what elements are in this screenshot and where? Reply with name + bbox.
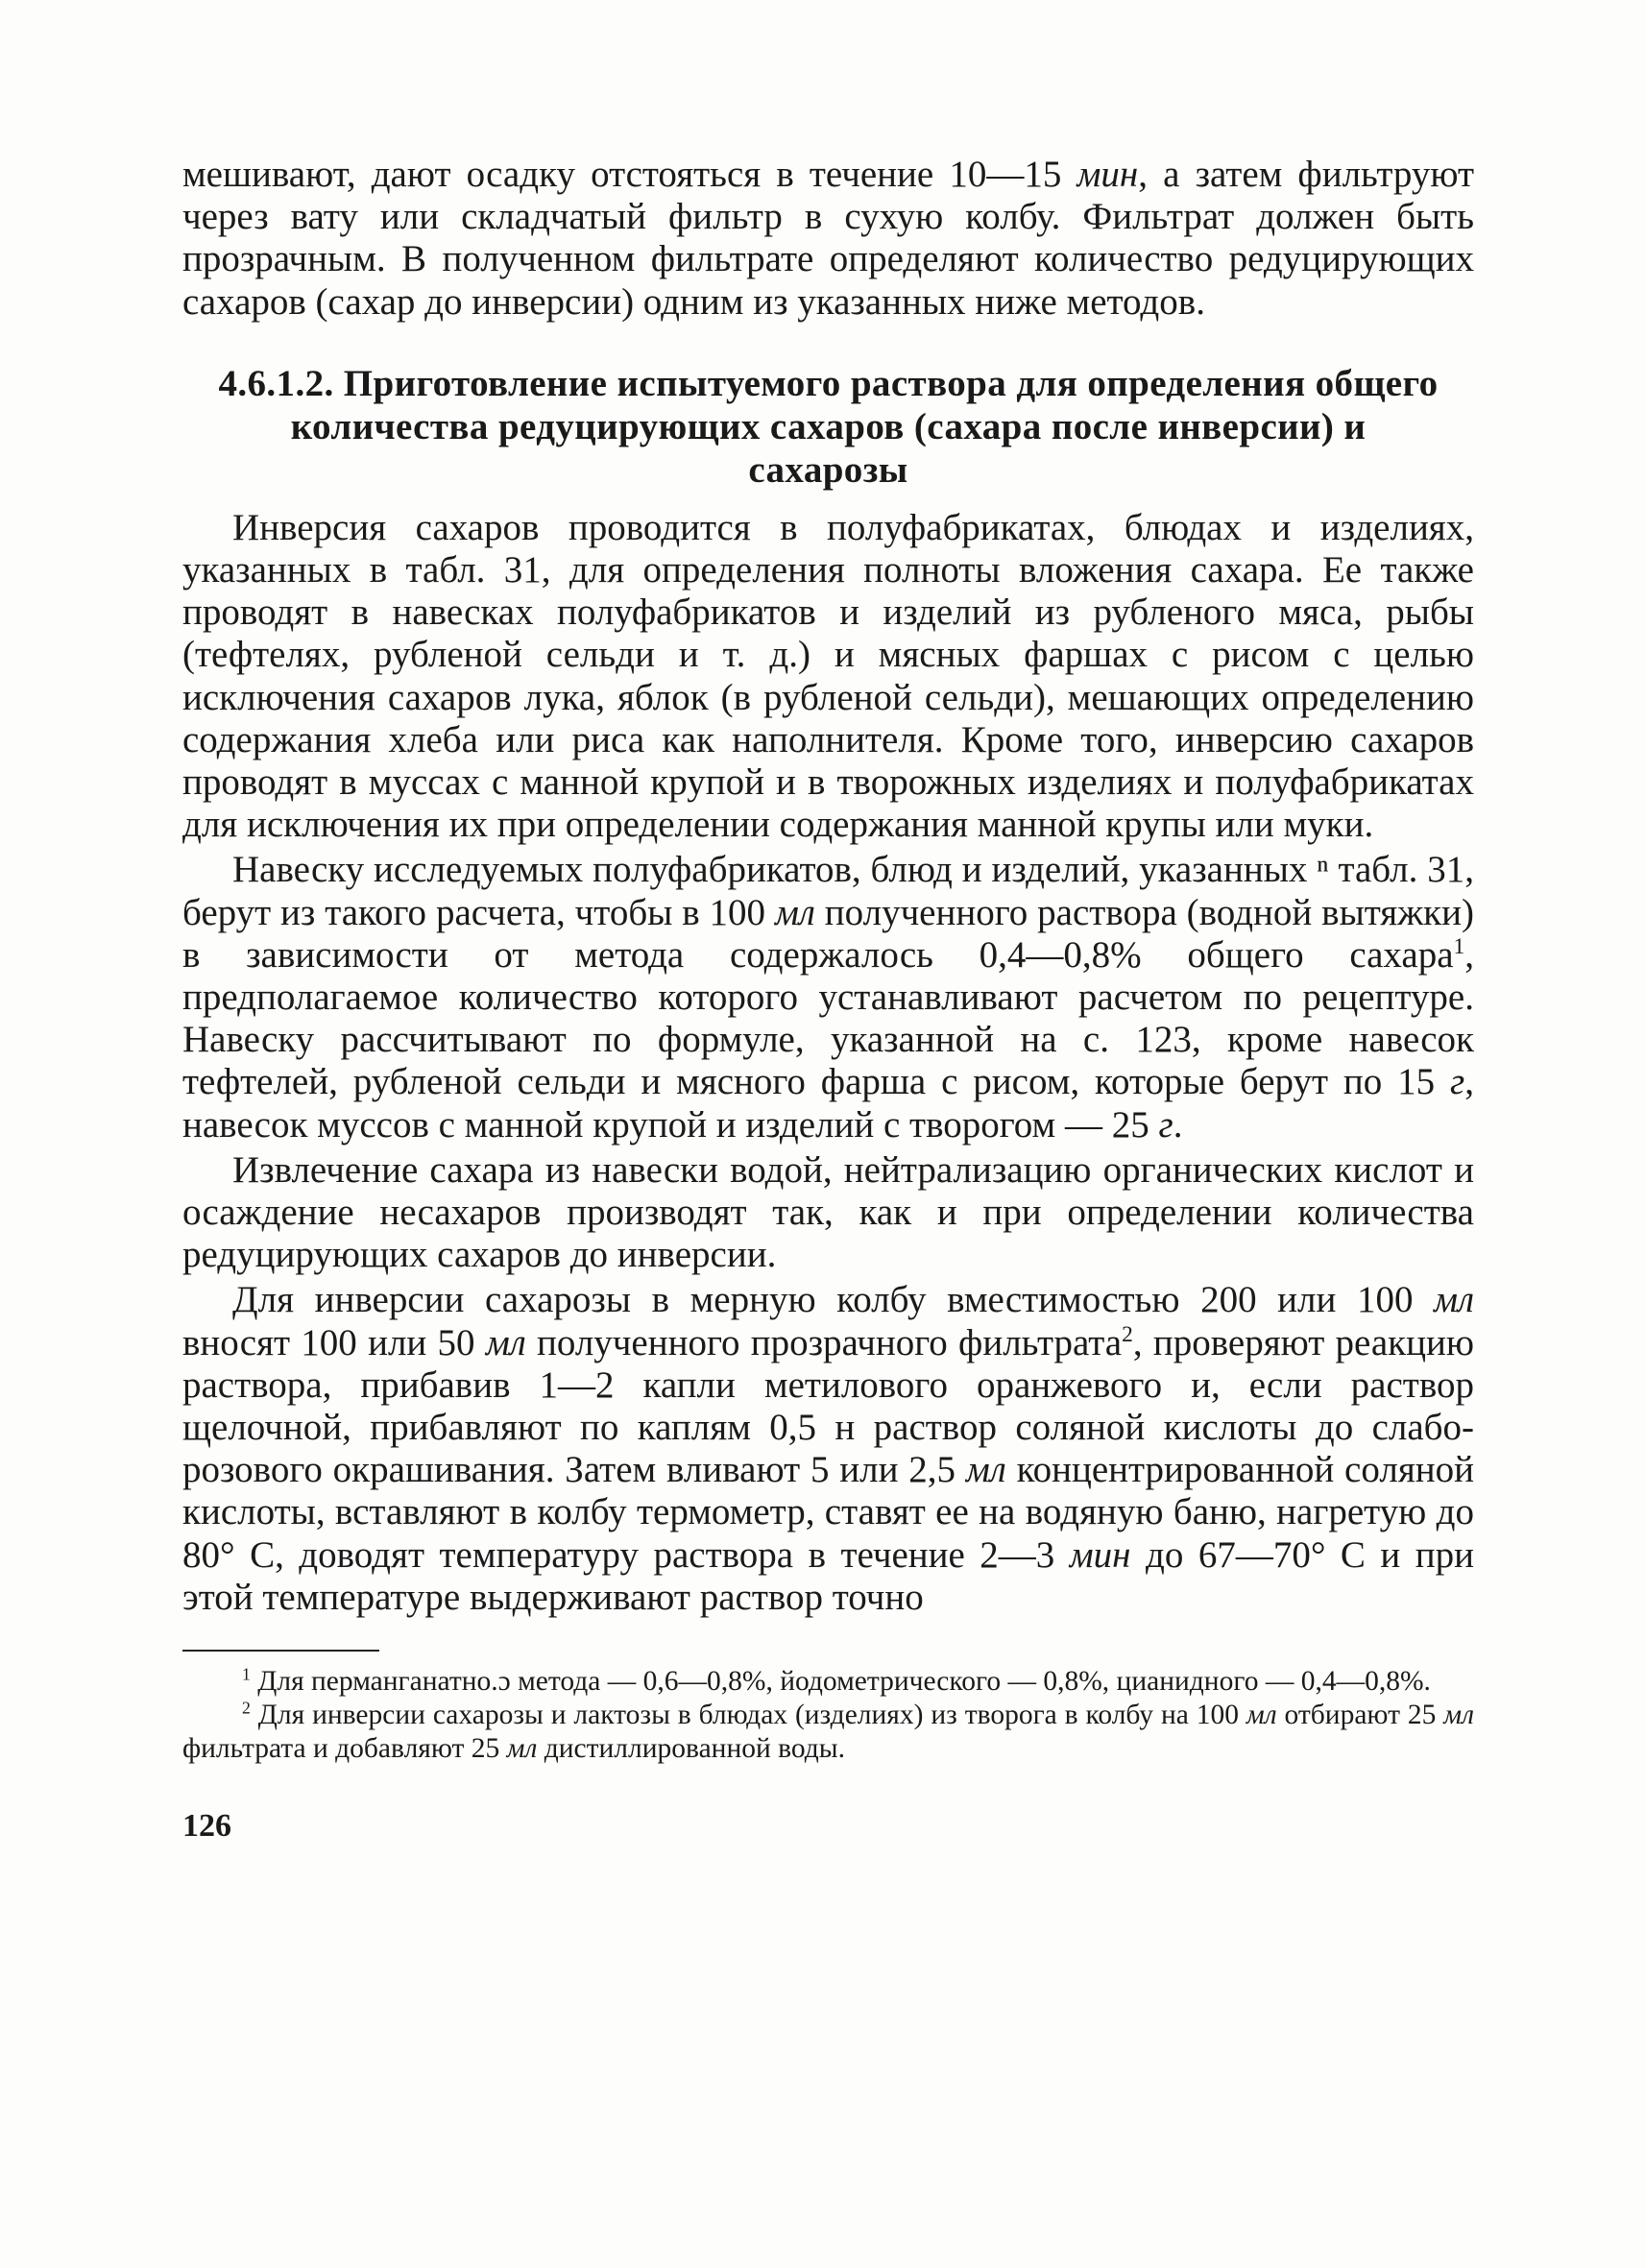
footnote-1: $^1$ Для перманганатно.ɔ метода — 0,6—0,8%, йодометрического — 0,8%, цианидного — 0,4—0,8%. <box>242 1664 1431 1698</box>
section-heading: 4.6.1.2. Приготовление испытуемого раствора для определения общего количества редуцирующих сахаров (сахара после инверсии) и сахарозы <box>218 362 1439 491</box>
paragraph-filtration: мешивают, дают осадку отстояться в течение 10—15 мин, а затем фильтруют через вату или складчатый фильтр в сухую колбу. Фильтрат должен быть прозрачным. В полученном фильтрате определяют количество редуцирующих сахаров (сахар до инверсии) одним из указанных ниже методов. <box>182 154 1475 323</box>
footnote-ref: 1 <box>1453 933 1465 959</box>
footnote-2: $^2$ Для инверсии сахарозы и лактозы в блюдах (изделиях) из творога в колбу на 100 мл отбирают 25 мл фильтрата и добавляют 25 мл дистиллированной воды. <box>182 1698 1474 1765</box>
page-number: 126 <box>182 1808 231 1845</box>
paragraph-sucrose-inversion: Для инверсии сахарозы в мерную колбу вместимостью 200 или 100 мл вносят 100 или 50 мл полученного прозрачного фильтрата$^2$, проверяют реакцию раствора, прибавив 1—2 капли метилового оранжевого и, если раствор щелочной, прибавляют по каплям 0,5 н раствор соляной кислоты до слабо-розового окрашивания. Затем вливают 5 или 2,5 мл концентрированной соляной кислоты, вставляют в колбу термометр, ставят ее на водяную баню, нагретую до 80° С, доводят температуру раствора в течение 2—3 мин до 67—70° С и при этой температуре выдерживают раствор точно <box>182 1279 1474 1618</box>
paragraph-sample-weight: Навеску исследуемых полуфабрикатов, блюд и изделий, указанных ⁿ табл. 31, берут из такого расчета, чтобы в 100 мл полученного раствора (водной вытяжки) в зависимости от метода содержалось 0,4—0,8% общего сахара$^1$, предполагаемое количество которого устанавливают расчетом по рецептуре. Навеску рассчитывают по формуле, указанной на с. 123, кроме навесок тефтелей, рубленой сельди и мясного фарша с рисом, которые берут по 15 г, навесок муссов с манной крупой и изделий с творогом — 25 г. <box>182 849 1474 1146</box>
paragraph-extraction: Извлечение сахара из навески водой, нейтрализацию органических кислот и осаждение несахаров производят так, как и при определении количества редуцирующих сахаров до инверсии. <box>182 1148 1474 1276</box>
page-content <box>182 154 1474 1845</box>
footnote-ref: 2 <box>1122 1321 1133 1347</box>
footnote-divider <box>182 1650 379 1652</box>
paragraph-inversion-intro: Инверсия сахаров проводится в полуфабрикатах, блюдах и изделиях, указанных в табл. 31, для определения полноты вложения сахара. Ее также проводят в навесках полуфабрикатов и изделий из рубленого мяса, рыбы (тефтелях, рубленой сельди и т. д.) и мясных фаршах с рисом с целью исключения сахаров лука, яблок (в рубленой сельди), мешающих определению содержания хлеба или риса как наполнителя. Кроме того, инверсию сахаров проводят в муссах с манной крупой и в творожных изделиях и полуфабрикатах для исключения их при определении содержания манной крупы или муки. <box>182 506 1474 846</box>
